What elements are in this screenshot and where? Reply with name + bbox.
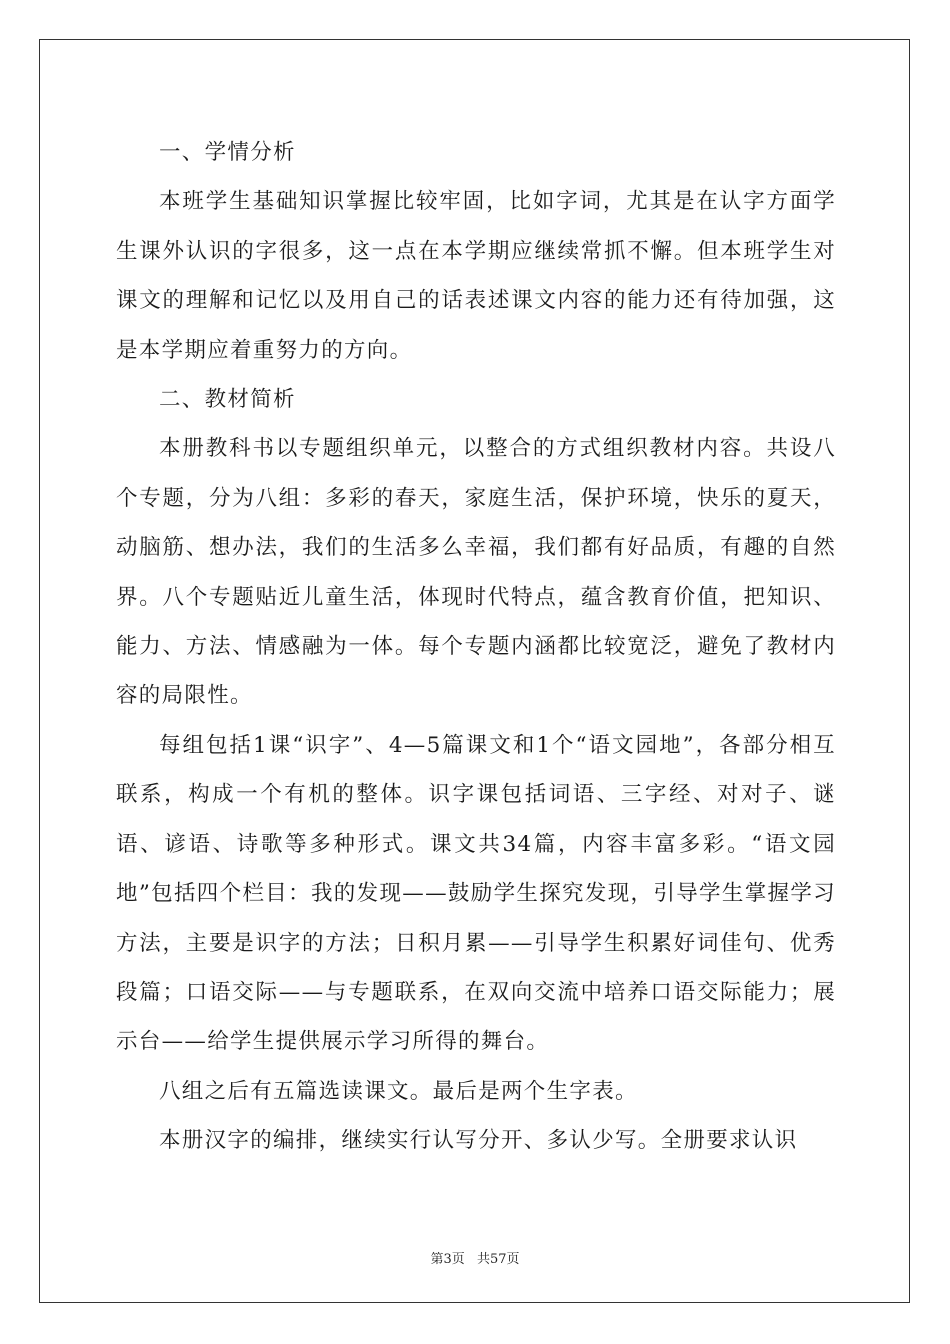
paragraph-character-arrangement: 本册汉字的编排，继续实行认写分开、多认少写。全册要求认识 — [159, 1128, 798, 1154]
document-body — [116, 128, 836, 1166]
page-footer — [0, 1248, 950, 1267]
paragraph-optional-readings: 八组之后有五篇选读课文。最后是两个生字表。 — [159, 1078, 638, 1104]
total-pages: 共57页 — [476, 1252, 520, 1267]
page-number: 第3页 — [430, 1252, 465, 1267]
heading-student-analysis: 一、学情分析 — [159, 140, 296, 165]
paragraph-student-analysis: 本班学生基础知识掌握比较牢固，比如字词，尤其是在认字方面学生课外认识的字很多，这一点在本学期应继续常抓不懈。但本班学生对课文的理解和记忆以及用自己的话表述课文内容的能力还有待加强，这是本学期应着重努力的方向。 — [116, 189, 836, 363]
paragraph-textbook-topics: 本册教科书以专题组织单元，以整合的方式组织教材内容。共设八个专题，分为八组：多彩的春天，家庭生活，保护环境，快乐的夏天，动脑筋、想办法，我们的生活多么幸福，我们都有好品质，有趣的自然界。八个专题贴近儿童生活，体现时代特点，蕴含教育价值，把知识、能力、方法、情感融为一体。每个专题内涵都比较宽泛，避免了教材内容的局限性。 — [116, 436, 836, 709]
paragraph-group-structure: 每组包括1课“识字”、4—5篇课文和1个“语文园地”，各部分相互联系，构成一个有机的整体。识字课包括词语、三字经、对对子、谜语、谚语、诗歌等多种形式。课文共34篇，内容丰富多彩。“语文园地”包括四个栏目：我的发现——鼓励学生探究发现，引导学生掌握学习方法，主要是识字的方法；日积月累——引导学生积累好词佳句、优秀段篇；口语交际——与专题联系，在双向交流中培养口语交际能力；展示台——给学生提供展示学习所得的舞台。 — [116, 732, 836, 1055]
heading-textbook-analysis: 二、教材简析 — [159, 387, 296, 413]
